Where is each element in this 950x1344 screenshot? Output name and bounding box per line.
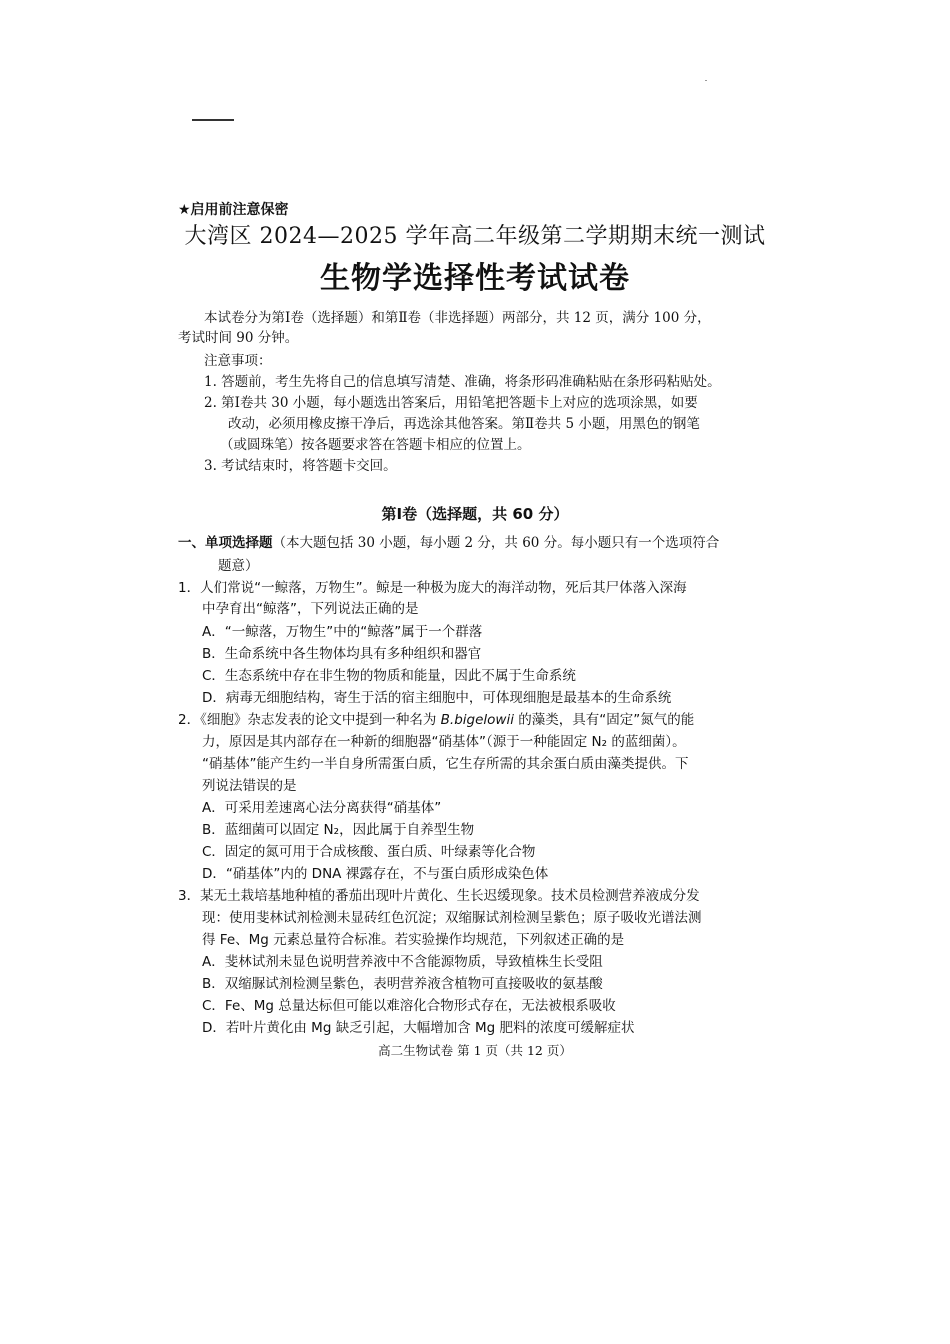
question-1-stem-cont: 中孕育出“鲸落”，下列说法正确的是: [202, 601, 419, 617]
section-header: 第Ⅰ卷（选择题，共 60 分）: [381, 505, 569, 523]
species-name: B.bigelowii: [440, 712, 514, 728]
scan-dot: [705, 80, 707, 81]
notice-item: 1. 答题前，考生先将自己的信息填写清楚、准确，将条形码准确粘贴在条形码粘贴处。: [204, 374, 721, 390]
notice-item: 3. 考试结束时，将答题卡交回。: [204, 458, 397, 474]
question-2-option-c: C．固定的氮可用于合成核酸、蛋白质、叶绿素等化合物: [202, 844, 536, 860]
question-3-stem: 3．某无土栽培基地种植的番茄出现叶片黄化、生长迟缓现象。技术员检测营养液成分发: [178, 888, 700, 904]
notice-item-cont: （或圆珠笔）按各题要求答在答题卡相应的位置上。: [220, 437, 531, 453]
question-1-option-c: C．生态系统中存在非生物的物质和能量，因此不属于生命系统: [202, 668, 576, 684]
notice-label: 注意事项：: [204, 353, 272, 369]
question-3-option-b: B．双缩脲试剂检测呈紫色，表明营养液含植物可直接吸收的氨基酸: [202, 976, 603, 992]
question-2-option-b: B．蓝细菌可以固定 N₂，因此属于自养型生物: [202, 822, 475, 838]
question-2-stem: [178, 710, 694, 730]
part-heading: [178, 533, 719, 553]
question-1-option-b: B．生命系统中各生物体均具有多种组织和器官: [202, 646, 482, 662]
part-description-cont: 题意）: [218, 558, 259, 574]
exam-title: 大湾区 2024—2025 学年高二年级第二学期期末统一测试: [184, 224, 766, 249]
question-2-stem-cont: “硝基体”能产生约一半自身所需蛋白质，它生存所需的其余蛋白质由藻类提供。下: [202, 756, 689, 772]
page-footer: 高二生物试卷 第 1 页（共 12 页）: [378, 1043, 572, 1058]
question-2-option-a: A．可采用差速离心法分离获得“硝基体”: [202, 800, 442, 816]
question-1-option-a: A．“一鲸落，万物生”中的“鲸落”属于一个群落: [202, 624, 483, 640]
intro-line: 考试时间 90 分钟。: [178, 330, 299, 346]
question-3-option-d: D．若叶片黄化由 Mg 缺乏引起，大幅增加含 Mg 肥料的浓度可缓解症状: [202, 1020, 635, 1036]
question-3-option-a: A．斐林试剂未显色说明营养液中不含能源物质，导致植株生长受阻: [202, 954, 603, 970]
subject-title: 生物学选择性考试试卷: [320, 261, 630, 296]
question-3-option-c: C．Fe、Mg 总量达标但可能以难溶化合物形式存在，无法被根系吸收: [202, 998, 616, 1014]
question-2-stem-text: 2．《细胞》杂志发表的论文中提到一种名为: [178, 712, 441, 728]
notice-item: 2. 第Ⅰ卷共 30 小题，每小题选出答案后，用铅笔把答题卡上对应的选项涂黑，如要: [204, 395, 698, 411]
question-2-stem-cont: 力，原因是其内部存在一种新的细胞器“硝基体”（源于一种能固定 N₂ 的蓝细菌）。: [202, 734, 686, 750]
question-2-stem-text: 的藻类，具有“固定”氮气的能: [513, 712, 695, 728]
question-2-stem-cont: 列说法错误的是: [202, 778, 297, 794]
confidential-label: ★启用前注意保密: [178, 202, 289, 218]
part-description: （本大题包括 30 小题，每小题 2 分，共 60 分。每小题只有一个选项符合: [272, 535, 720, 551]
notice-item-cont: 改动，必须用橡皮擦干净后，再选涂其他答案。第Ⅱ卷共 5 小题，用黑色的钢笔: [228, 416, 700, 432]
question-3-stem-cont: 得 Fe、Mg 元素总量符合标准。若实验操作均规范，下列叙述正确的是: [202, 932, 625, 948]
question-2-option-d: D．“硝基体”内的 DNA 裸露存在，不与蛋白质形成染色体: [202, 866, 549, 882]
question-1-option-d: D．病毒无细胞结构，寄生于活的宿主细胞中，可体现细胞是最基本的生命系统: [202, 690, 672, 706]
intro-line: 本试卷分为第Ⅰ卷（选择题）和第Ⅱ卷（非选择题）两部分，共 12 页，满分 100 分，: [204, 310, 711, 326]
scan-mark: [192, 119, 234, 121]
question-3-stem-cont: 现：使用斐林试剂检测未显砖红色沉淀；双缩脲试剂检测呈紫色；原子吸收光谱法测: [202, 910, 702, 926]
part-label: 一、单项选择题: [178, 535, 273, 551]
question-1-stem: 1．人们常说“一鲸落，万物生”。鲸是一种极为庞大的海洋动物，死后其尸体落入深海: [178, 580, 687, 596]
